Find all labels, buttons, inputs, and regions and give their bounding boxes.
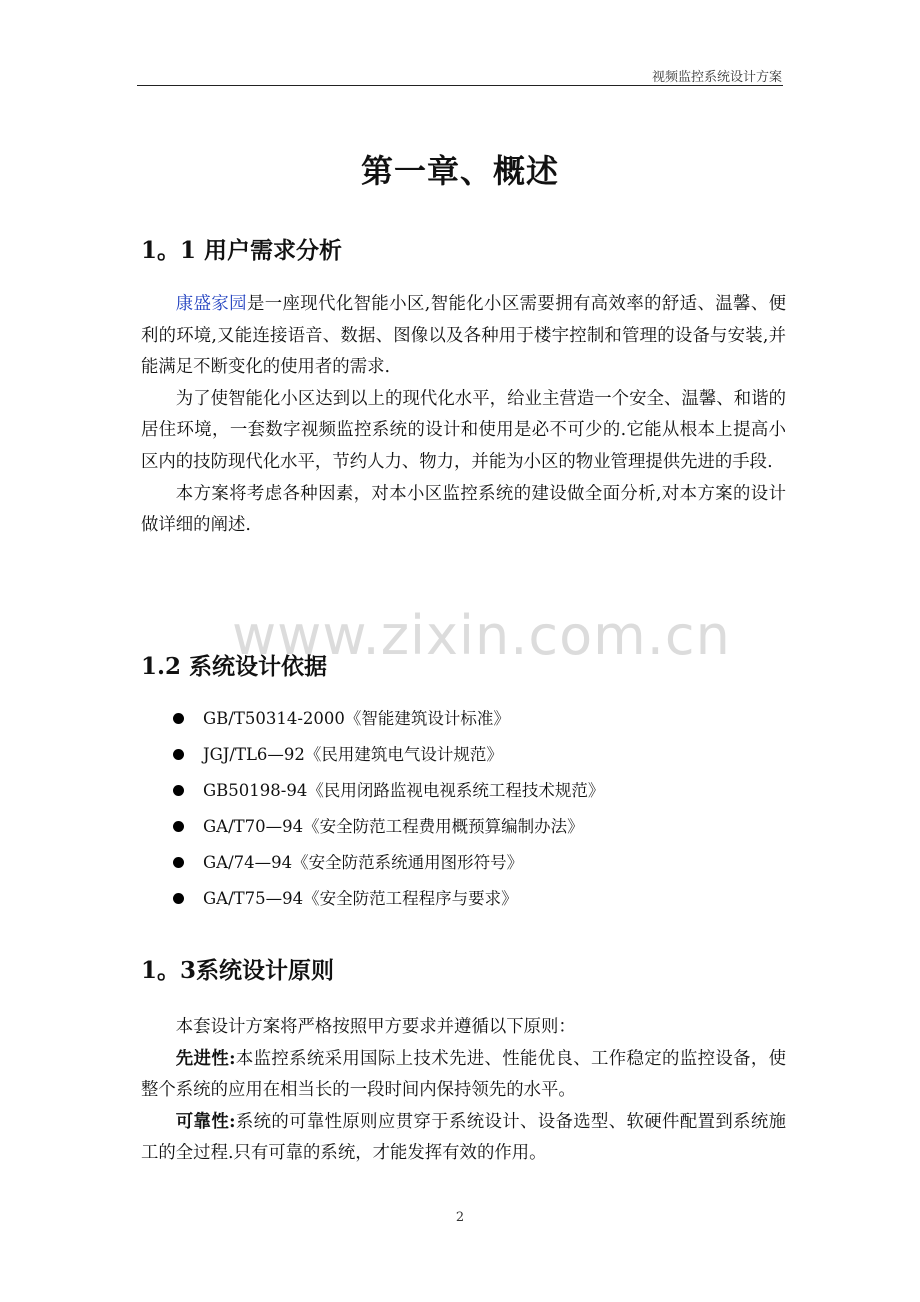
bullet-icon: [173, 821, 184, 832]
paragraph: [141, 289, 786, 384]
section-1-3-body: [141, 1012, 786, 1170]
list-item-text: JGJ/TL6—92《民用建筑电气设计规范》: [203, 745, 503, 764]
chapter-title: 第一章、概述: [360, 152, 559, 190]
list-item: [0, 775, 700, 805]
list-item: [0, 739, 700, 769]
header-divider: [137, 85, 783, 86]
bullet-icon: [173, 893, 184, 904]
paragraph-text: 是一座现代化智能小区,智能化小区需要拥有高效率的舒适、温馨、便利的环境,又能连接语音、数据、图像以及各种用于楼宇控制和管理的设备与安装,并能满足不断变化的使用者的需求.: [141, 294, 786, 378]
bullet-icon: [173, 785, 184, 796]
paragraph: 本方案将考虑各种因素，对本小区监控系统的建设做全面分析,对本方案的设计做详细的阐述.: [141, 483, 786, 536]
section-heading-1-3: 1。3系统设计原则: [141, 957, 335, 984]
paragraph: 为了使智能化小区达到以上的现代化水平，给业主营造一个安全、温馨、和谐的居住环境，一套数字视频监控系统的设计和使用是必不可少的.它能从根本上提高小区内的技防现代化水平，节约人力、物力，并能为小区的物业管理提供先进的手段.: [141, 388, 786, 472]
page-number: 2: [455, 1210, 465, 1225]
bullet-icon: [173, 749, 184, 760]
section-1-1-body: [141, 289, 786, 542]
paragraph: [141, 1107, 786, 1170]
section-heading-1-2: 1.2 系统设计依据: [141, 653, 328, 680]
community-name: 康盛家园: [175, 294, 247, 314]
principle-text: 系统的可靠性原则应贯穿于系统设计、设备选型、软硬件配置到系统施工的全过程.只有可靠的系统，才能发挥有效的作用。: [141, 1111, 786, 1164]
list-item-text: GB/T50314-2000《智能建筑设计标准》: [203, 709, 510, 728]
list-item-text: GB50198-94《民用闭路监视电视系统工程技术规范》: [203, 781, 605, 800]
list-item: [0, 847, 700, 877]
list-item-text: GA/T75—94《安全防范工程程序与要求》: [203, 889, 518, 908]
list-item: [0, 811, 700, 841]
list-item-text: GA/T70—94《安全防范工程费用概预算编制办法》: [203, 817, 584, 836]
principle-term: 先进性:: [175, 1048, 236, 1069]
list-item: [0, 883, 700, 913]
principle-term: 可靠性:: [175, 1111, 236, 1132]
bullet-icon: [173, 713, 184, 724]
principle-text: 本监控系统采用国际上技术先进、性能优良、工作稳定的监控设备，使整个系统的应用在相当长的一段时间内保持领先的水平。: [141, 1048, 786, 1101]
bullet-icon: [173, 857, 184, 868]
list-item: [0, 703, 700, 733]
paragraph: 本套设计方案将严格按照甲方要求并遵循以下原则：: [175, 1017, 576, 1037]
section-heading-1-1: 1。1 用户需求分析: [141, 237, 343, 264]
list-item-text: GA/74—94《安全防范系统通用图形符号》: [203, 853, 524, 872]
paragraph: [141, 1044, 786, 1107]
running-header: 视频监控系统设计方案: [651, 70, 782, 85]
watermark: www.zixin.com.cn: [232, 604, 731, 667]
